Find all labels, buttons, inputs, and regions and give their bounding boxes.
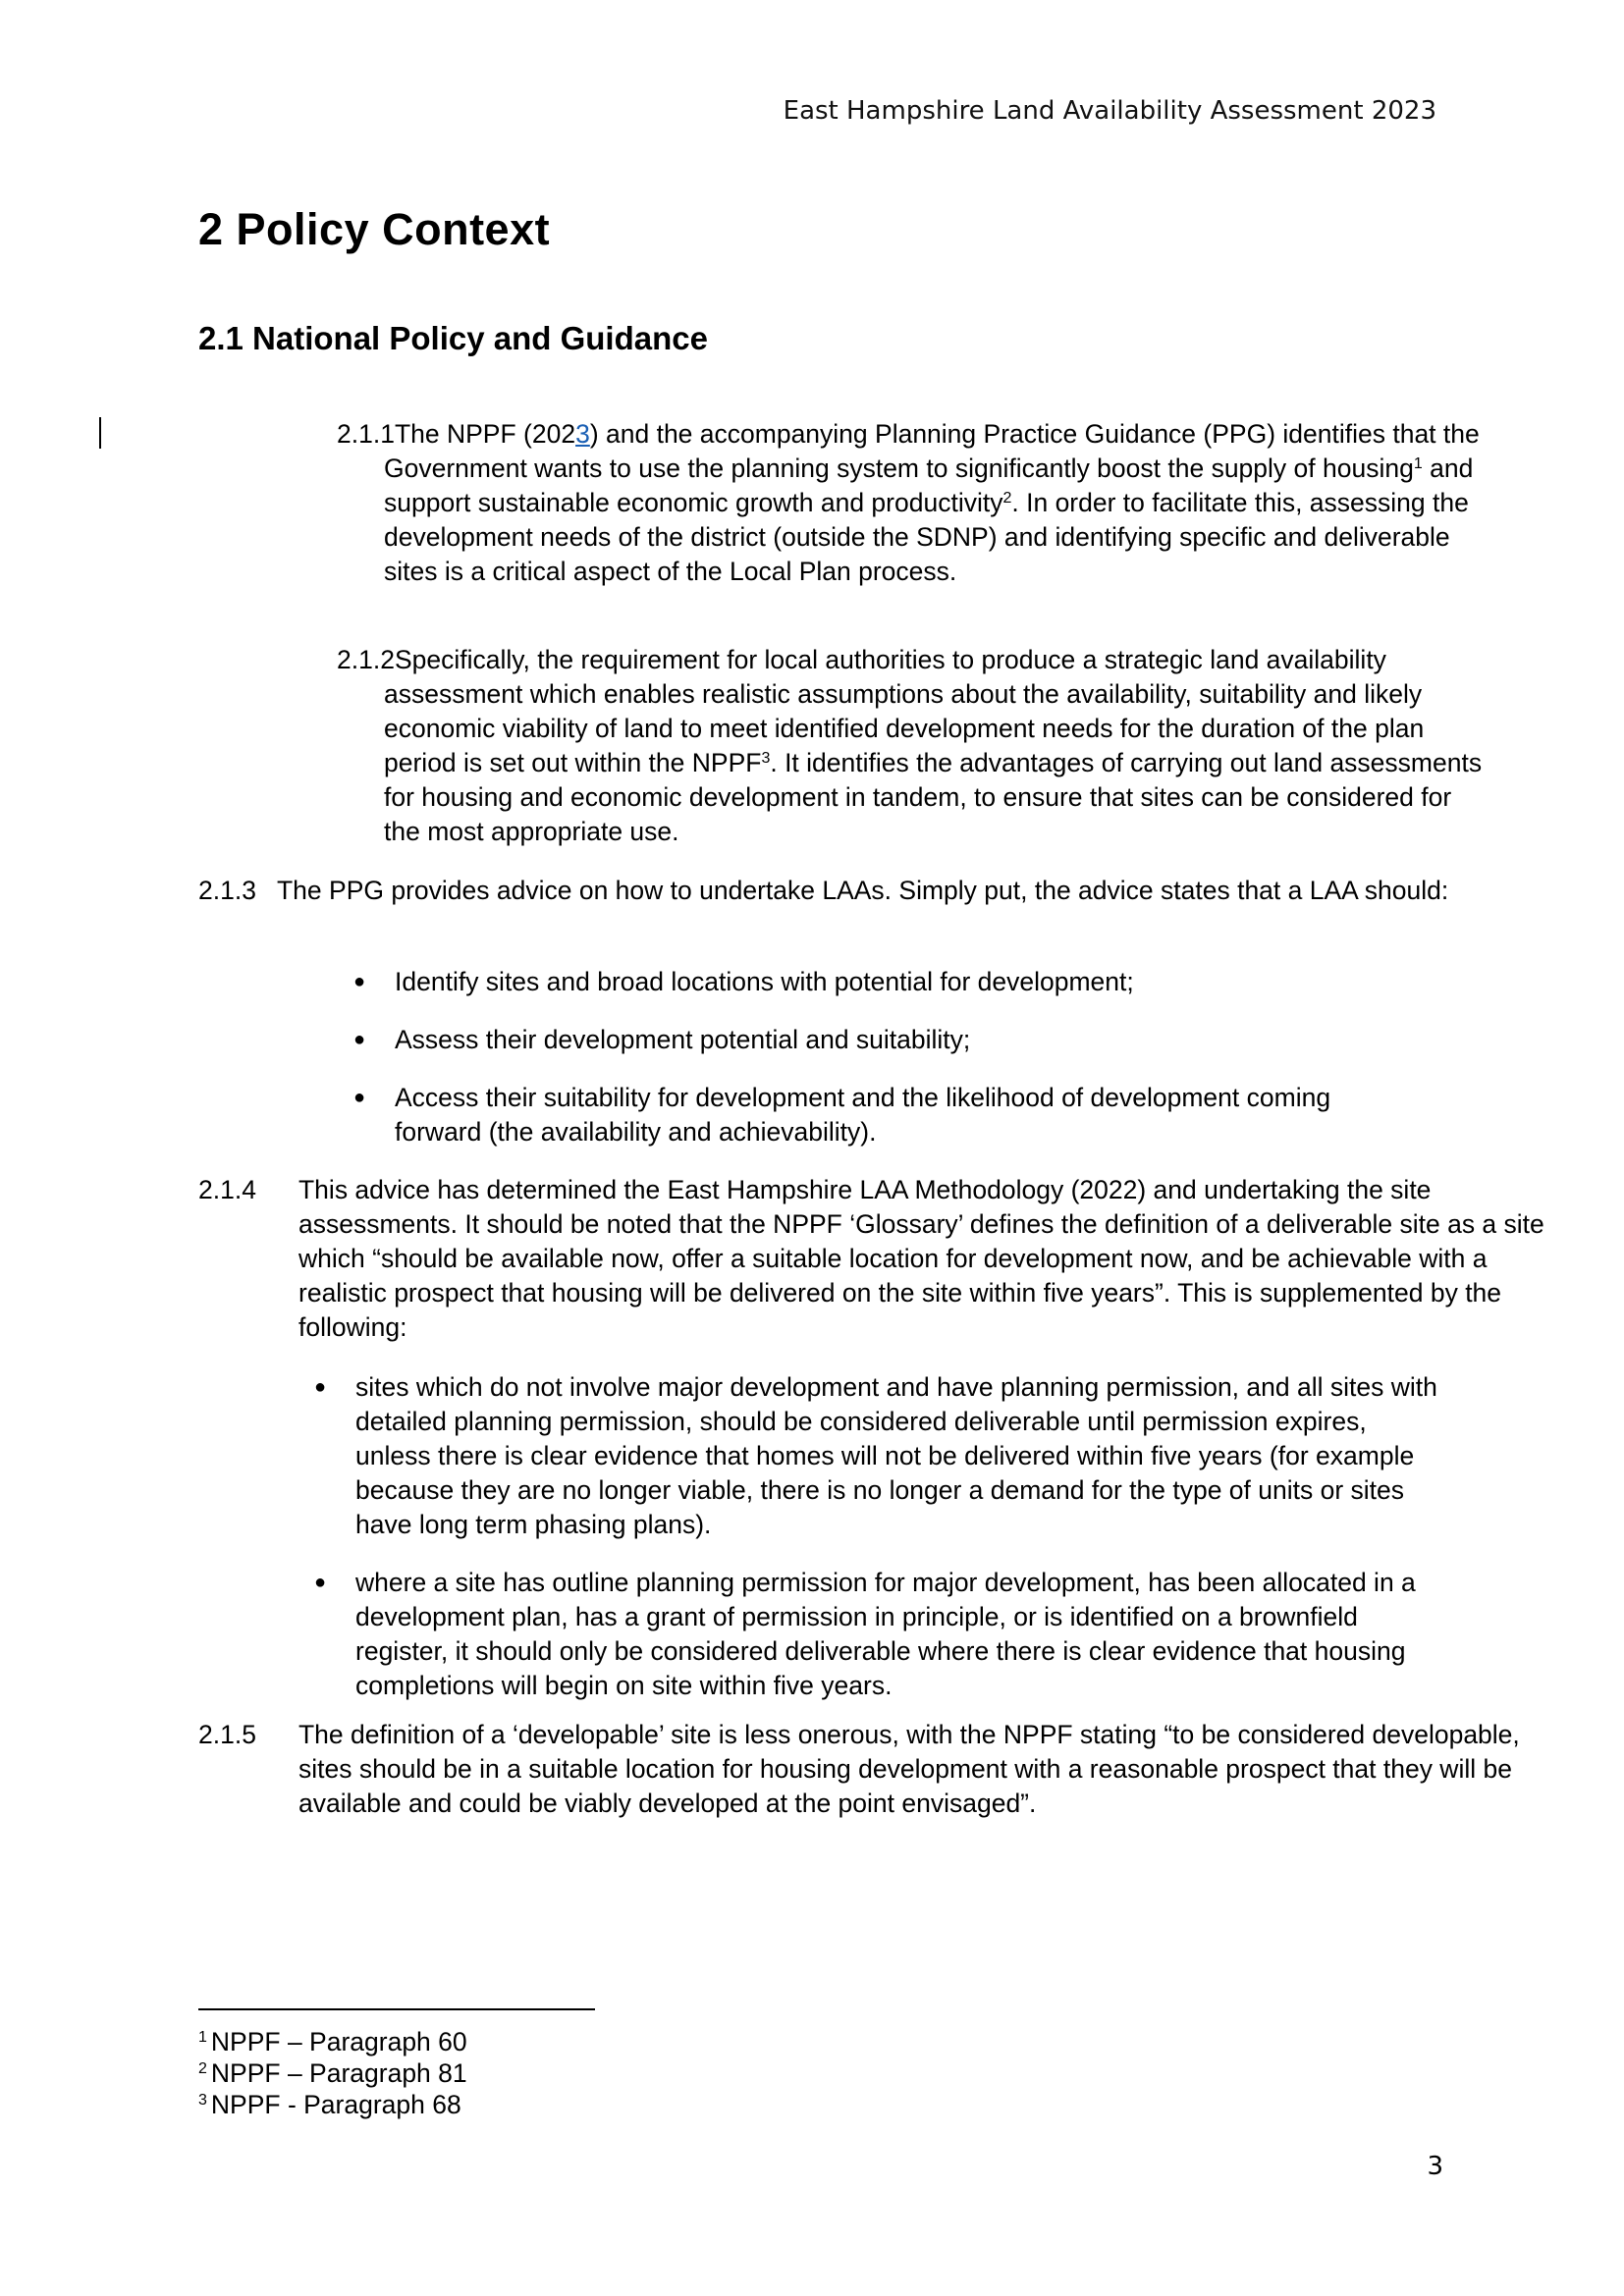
- bullet-icon: ●: [314, 1376, 327, 1398]
- footnotes: [198, 2026, 467, 2120]
- list-item-text: sites which do not involve major development and have planning permission, and all sites with detailed planning permission, should be considered deliverable until permission expires, unless there is clear evidence that homes will not be delivered within five years (for example because they are no longer viable, there is no longer a demand for the type of units or sites have long term phasing plans).: [355, 1372, 1437, 1539]
- paragraph-text: The definition of a ‘developable’ site is less onerous, with the NPPF stating “to be considered developable, sites should be in a suitable location for housing development with a reasonable prospect that they will be available and could be viably developed at the point envisaged”.: [298, 1720, 1520, 1818]
- list-item: [314, 1370, 1440, 1542]
- running-header: East Hampshire Land Availability Assessment 2023: [783, 96, 1436, 126]
- paragraph-2-1-4: [198, 1173, 1545, 1345]
- paragraph-text: and support sustainable economic growth and productivity: [384, 454, 1474, 517]
- footnote-ref-1[interactable]: 1: [1413, 455, 1423, 472]
- bullet-icon: ●: [353, 1029, 366, 1050]
- paragraph-number: 2.1.3: [198, 876, 256, 905]
- paragraph-number: 2.1.5: [198, 1720, 256, 1749]
- year-link[interactable]: 3: [575, 419, 590, 449]
- footnote-mark: 2: [198, 2060, 207, 2077]
- list-item: [314, 1566, 1440, 1703]
- paragraph-number: 2.1.4: [198, 1175, 256, 1204]
- footnote-text: NPPF – Paragraph 81: [210, 2058, 467, 2088]
- paragraph-text: ) and the accompanying Planning Practice Guidance (PPG) identifies that the Government wants to use the planning system to significantly boost the supply of housing: [384, 419, 1480, 483]
- list-item-text: Access their suitability for development and the likelihood of development coming forward (the availability and achievability).: [395, 1083, 1331, 1147]
- page-number: 3: [1427, 2152, 1443, 2181]
- list-item-text: where a site has outline planning permission for major development, has been allocated in a development plan, has a grant of permission in principle, or is identified on a brownfield register, it should only be considered deliverable where there is clear evidence that housing completions will begin on site within five years.: [355, 1568, 1416, 1700]
- footnote-text: NPPF - Paragraph 68: [210, 2090, 461, 2119]
- bullet-icon: ●: [353, 971, 366, 992]
- bullet-icon: ●: [314, 1572, 327, 1593]
- paragraph-text: The NPPF (202: [394, 419, 576, 449]
- paragraph-number: 2.1.2: [337, 645, 395, 674]
- paragraph-text: Specifically, the requirement for local authorities to produce a strategic land availability assessment which enables realistic assumptions about the availability, suitability and likely economic viability of land to meet identified development needs for the duration of the plan period is set out within the NPPF: [384, 645, 1425, 777]
- footnote-separator: [198, 2008, 595, 2010]
- paragraph-2-1-5: [198, 1718, 1545, 1821]
- chapter-title: 2 Policy Context: [198, 204, 551, 254]
- list-item: [353, 1081, 1416, 1149]
- paragraph-text: This advice has determined the East Hampshire LAA Methodology (2022) and undertaking the site assessments. It should be noted that the NPPF ‘Glossary’ defines the definition of a deliverable site as a site which “should be available now, offer a suitable location for development now, and be achievable with a realistic prospect that housing will be delivered on the site within five years”. This is supplemented by the following:: [298, 1175, 1544, 1342]
- section-title: 2.1 National Policy and Guidance: [198, 320, 708, 356]
- revision-change-bar: [99, 417, 101, 449]
- footnote-mark: 3: [198, 2092, 207, 2109]
- paragraph-2-1-1: [337, 417, 1493, 589]
- footnote-ref-2[interactable]: 2: [1002, 490, 1012, 507]
- list-item: [353, 1023, 1416, 1057]
- paragraph-text: . It identifies the advantages of carrying out land assessments for housing and economic development in tandem, to ensure that sites can be considered for the most appropriate use.: [384, 748, 1483, 846]
- list-item-text: Identify sites and broad locations with potential for development;: [395, 967, 1134, 996]
- paragraph-2-1-2: [337, 643, 1493, 849]
- footnote-text: NPPF – Paragraph 60: [210, 2027, 467, 2056]
- paragraph-number: 2.1.1: [337, 419, 395, 449]
- footnote-ref-3[interactable]: 3: [761, 750, 771, 767]
- paragraph-text: The PPG provides advice on how to undertake LAAs. Simply put, the advice states that a LAA should:: [277, 876, 1449, 905]
- list-item-text: Assess their development potential and suitability;: [395, 1025, 971, 1054]
- footnote-mark: 1: [198, 2029, 207, 2046]
- list-item: [353, 965, 1416, 999]
- paragraph-text: . In order to facilitate this, assessing the development needs of the district (outside the SDNP) and identifying specific and deliverable sites is a critical aspect of the Local Plan process.: [384, 488, 1469, 586]
- ppg-advice-list: [353, 965, 1416, 1173]
- paragraph-2-1-3: [198, 874, 1524, 908]
- footnote-3: [198, 2089, 467, 2120]
- deliverable-criteria-list: [314, 1370, 1440, 1727]
- footnote-1: [198, 2026, 467, 2057]
- bullet-icon: ●: [353, 1087, 366, 1108]
- footnote-2: [198, 2057, 467, 2089]
